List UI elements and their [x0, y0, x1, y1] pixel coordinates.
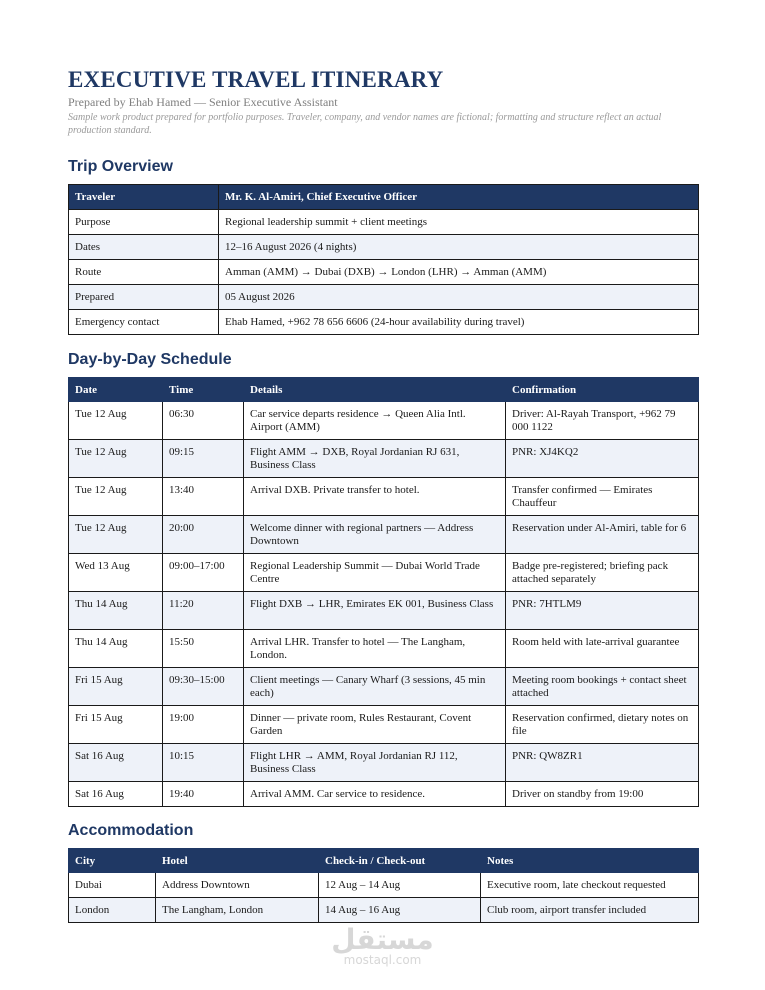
table-row: [69, 516, 699, 554]
table-row: [69, 554, 699, 592]
table-row: [69, 210, 699, 235]
schedule-details: Flight AMM → DXB, Royal Jordanian RJ 631, Business Class: [244, 440, 506, 478]
accommodation-notes: Club room, airport transfer included: [481, 898, 699, 923]
schedule-time: 19:40: [163, 782, 244, 807]
column-header-city: City: [69, 849, 156, 873]
table-row: [69, 185, 699, 210]
table-row: [69, 440, 699, 478]
schedule-confirmation: Transfer confirmed — Emirates Chauffeur: [506, 478, 699, 516]
table-row: [69, 706, 699, 744]
table-row: [69, 310, 699, 335]
overview-label: Traveler: [69, 185, 219, 210]
table-row: [69, 260, 699, 285]
schedule-date: Sat 16 Aug: [69, 744, 163, 782]
schedule-table: [68, 377, 699, 807]
schedule-details: Flight LHR → AMM, Royal Jordanian RJ 112, Business Class: [244, 744, 506, 782]
schedule-confirmation: Badge pre-registered; briefing pack attached separately: [506, 554, 699, 592]
schedule-date: Wed 13 Aug: [69, 554, 163, 592]
mostaql-watermark-logo: [0, 924, 765, 966]
schedule-date: Tue 12 Aug: [69, 478, 163, 516]
schedule-confirmation: Driver: Al-Rayah Transport, +962 79 000 1122: [506, 402, 699, 440]
disclaimer-note: Sample work product prepared for portfolio purposes. Traveler, company, and vendor names are fictional; formatting and structure reflect an actual production standard.: [68, 112, 662, 136]
schedule-confirmation: PNR: XJ4KQ2: [506, 440, 699, 478]
table-header-row: [69, 849, 699, 873]
column-header-hotel: Hotel: [156, 849, 319, 873]
accommodation-city: London: [69, 898, 156, 923]
schedule-date: Thu 14 Aug: [69, 630, 163, 668]
overview-label: Purpose: [69, 210, 219, 235]
schedule-details: Arrival LHR. Transfer to hotel — The Langham, London.: [244, 630, 506, 668]
trip-overview-heading: Trip Overview: [68, 158, 173, 175]
table-row: [69, 782, 699, 807]
schedule-date: Thu 14 Aug: [69, 592, 163, 630]
table-row: [69, 235, 699, 260]
overview-value: Mr. K. Al-Amiri, Chief Executive Officer: [219, 185, 699, 210]
overview-value: Regional leadership summit + client meetings: [219, 210, 699, 235]
schedule-details: Dinner — private room, Rules Restaurant, Covent Garden: [244, 706, 506, 744]
schedule-time: 11:20: [163, 592, 244, 630]
schedule-confirmation: Reservation under Al-Amiri, table for 6: [506, 516, 699, 554]
schedule-time: 15:50: [163, 630, 244, 668]
overview-value: Ehab Hamed, +962 78 656 6606 (24-hour availability during travel): [219, 310, 699, 335]
schedule-confirmation: Meeting room bookings + contact sheet attached: [506, 668, 699, 706]
schedule-date: Fri 15 Aug: [69, 706, 163, 744]
accommodation-heading: Accommodation: [68, 822, 194, 839]
table-row: [69, 630, 699, 668]
schedule-confirmation: Reservation confirmed, dietary notes on file: [506, 706, 699, 744]
schedule-details: Client meetings — Canary Wharf (3 sessions, 45 min each): [244, 668, 506, 706]
table-row: [69, 478, 699, 516]
table-row: [69, 898, 699, 923]
column-header-date: Date: [69, 378, 163, 402]
trip-overview-table: [68, 184, 699, 335]
schedule-time: 10:15: [163, 744, 244, 782]
column-header-time: Time: [163, 378, 244, 402]
table-row: [69, 402, 699, 440]
schedule-time: 20:00: [163, 516, 244, 554]
overview-value: Amman (AMM) → Dubai (DXB) → London (LHR) → Amman (AMM): [219, 260, 699, 285]
overview-value: 05 August 2026: [219, 285, 699, 310]
column-header-check-in-out: Check-in / Check-out: [319, 849, 481, 873]
document-title: EXECUTIVE TRAVEL ITINERARY: [68, 67, 444, 92]
table-row: [69, 744, 699, 782]
schedule-confirmation: Driver on standby from 19:00: [506, 782, 699, 807]
accommodation-dates: 12 Aug – 14 Aug: [319, 873, 481, 898]
schedule-time: 09:30–15:00: [163, 668, 244, 706]
column-header-notes: Notes: [481, 849, 699, 873]
accommodation-hotel: The Langham, London: [156, 898, 319, 923]
schedule-confirmation: PNR: 7HTLM9: [506, 592, 699, 630]
schedule-date: Tue 12 Aug: [69, 402, 163, 440]
schedule-date: Fri 15 Aug: [69, 668, 163, 706]
schedule-time: 09:00–17:00: [163, 554, 244, 592]
overview-value: 12–16 August 2026 (4 nights): [219, 235, 699, 260]
table-row: [69, 592, 699, 630]
accommodation-hotel: Address Downtown: [156, 873, 319, 898]
document-subtitle: Prepared by Ehab Hamed — Senior Executive Assistant: [68, 95, 338, 109]
schedule-details: Welcome dinner with regional partners — Address Downtown: [244, 516, 506, 554]
overview-label: Route: [69, 260, 219, 285]
table-row: [69, 285, 699, 310]
schedule-time: 06:30: [163, 402, 244, 440]
schedule-details: Flight DXB → LHR, Emirates EK 001, Business Class: [244, 592, 506, 630]
schedule-date: Tue 12 Aug: [69, 440, 163, 478]
accommodation-dates: 14 Aug – 16 Aug: [319, 898, 481, 923]
column-header-details: Details: [244, 378, 506, 402]
schedule-date: Tue 12 Aug: [69, 516, 163, 554]
table-header-row: [69, 378, 699, 402]
overview-label: Dates: [69, 235, 219, 260]
schedule-confirmation: Room held with late-arrival guarantee: [506, 630, 699, 668]
schedule-details: Arrival AMM. Car service to residence.: [244, 782, 506, 807]
schedule-confirmation: PNR: QW8ZR1: [506, 744, 699, 782]
schedule-details: Arrival DXB. Private transfer to hotel.: [244, 478, 506, 516]
overview-label: Emergency contact: [69, 310, 219, 335]
schedule-time: 09:15: [163, 440, 244, 478]
schedule-time: 13:40: [163, 478, 244, 516]
overview-label: Prepared: [69, 285, 219, 310]
schedule-date: Sat 16 Aug: [69, 782, 163, 807]
accommodation-city: Dubai: [69, 873, 156, 898]
accommodation-notes: Executive room, late checkout requested: [481, 873, 699, 898]
table-row: [69, 873, 699, 898]
schedule-time: 19:00: [163, 706, 244, 744]
itinerary-page: [68, 66, 699, 923]
column-header-confirmation: Confirmation: [506, 378, 699, 402]
schedule-heading: Day-by-Day Schedule: [68, 351, 232, 368]
schedule-details: Regional Leadership Summit — Dubai World Trade Centre: [244, 554, 506, 592]
watermark-arabic: مستقل: [331, 923, 434, 956]
table-row: [69, 668, 699, 706]
watermark-latin: mostaql.com: [343, 953, 422, 967]
accommodation-table: [68, 848, 699, 923]
schedule-details: Car service departs residence → Queen Alia Intl. Airport (AMM): [244, 402, 506, 440]
